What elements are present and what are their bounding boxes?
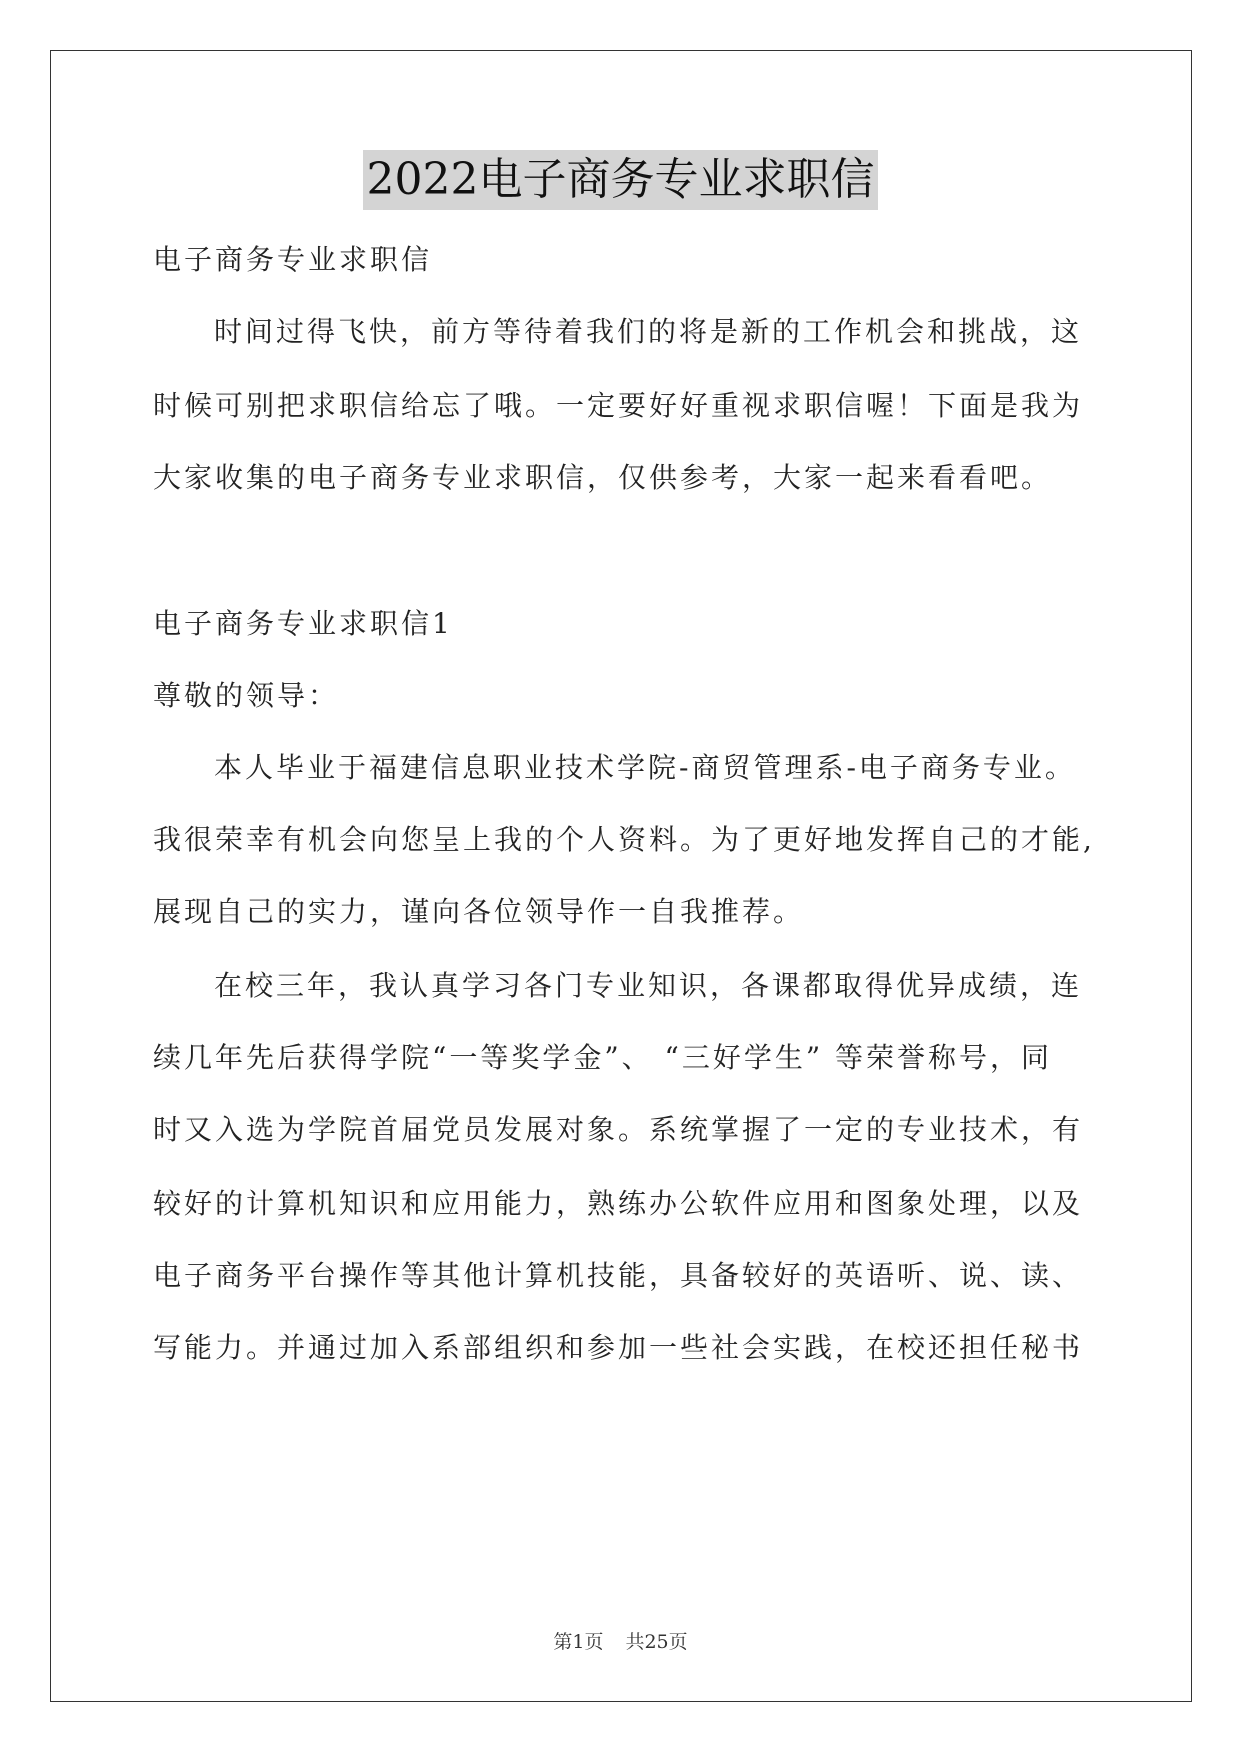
paragraph1-line-1: 本人毕业于福建信息职业技术学院-商贸管理系-电子商务专业。 <box>214 751 1076 784</box>
intro-line-1: 时间过得飞快，前方等待着我们的将是新的工作机会和挑战，这 <box>214 315 1083 348</box>
paragraph2-line-2: 续几年先后获得学院“一等奖学金”、 “三好学生” 等荣誉称号，同 <box>153 1041 1053 1074</box>
page-border <box>50 50 1192 1702</box>
page-total: 共25页 <box>625 1631 688 1653</box>
section-heading: 电子商务专业求职信1 <box>153 607 453 640</box>
paragraph1-line-2: 我很荣幸有机会向您呈上我的个人资料。为了更好地发挥自己的才能, <box>153 823 1095 856</box>
paragraph1-line-3: 展现自己的实力，谨向各位领导作一自我推荐。 <box>153 895 805 928</box>
paragraph2-line-5: 电子商务平台操作等其他计算机技能，具备较好的英语听、说、读、 <box>153 1259 1084 1292</box>
document-title-text: 2022电子商务专业求职信 <box>363 150 879 210</box>
paragraph2-line-3: 时又入选为学院首届党员发展对象。系统掌握了一定的专业技术，有 <box>153 1113 1084 1146</box>
page-number: 第1页 <box>553 1631 604 1653</box>
document-subtitle: 电子商务专业求职信 <box>153 243 433 276</box>
page-footer <box>0 1630 1241 1654</box>
intro-line-3: 大家收集的电子商务专业求职信，仅供参考，大家一起来看看吧。 <box>153 461 1053 494</box>
intro-line-2: 时候可别把求职信给忘了哦。一定要好好重视求职信喔！下面是我为 <box>153 389 1084 422</box>
paragraph2-line-1: 在校三年，我认真学习各门专业知识，各课都取得优异成绩，连 <box>214 969 1083 1002</box>
salutation: 尊敬的领导： <box>153 679 340 712</box>
paragraph2-line-6: 写能力。并通过加入系部组织和参加一些社会实践，在校还担任秘书 <box>153 1331 1084 1364</box>
document-title <box>0 150 1241 210</box>
paragraph2-line-4: 较好的计算机知识和应用能力，熟练办公软件应用和图象处理，以及 <box>153 1187 1084 1220</box>
